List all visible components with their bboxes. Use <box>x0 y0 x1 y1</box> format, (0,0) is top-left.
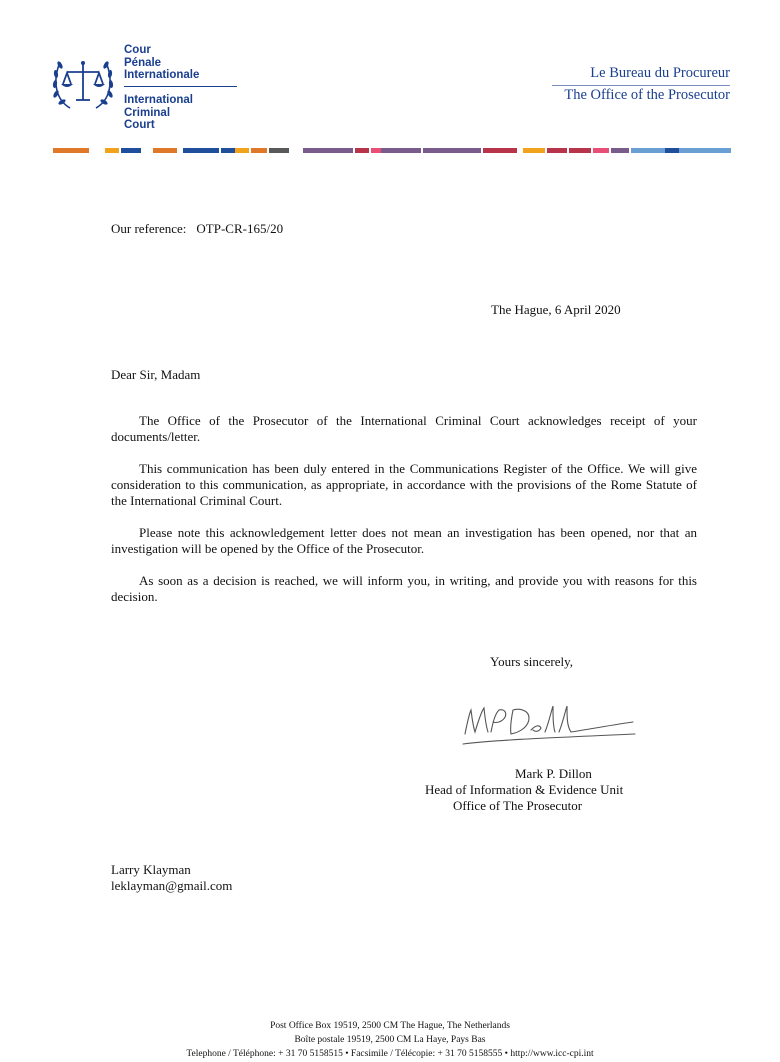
closing: Yours sincerely, <box>490 654 574 669</box>
color-band-segment <box>631 148 665 153</box>
color-band-segment <box>221 148 235 153</box>
handwritten-signature <box>455 696 645 752</box>
footer-address-french: Boîte postale 19519, 2500 CM La Haye, Pays Bas <box>294 1035 486 1045</box>
signatory-office: Office of The Prosecutor <box>453 798 583 813</box>
office-title-french: Le Bureau du Procureur <box>590 65 730 81</box>
letter-date: The Hague, 6 April 2020 <box>491 302 621 317</box>
footer-address-english: Post Office Box 19519, 2500 CM The Hague, The Netherlands <box>270 1021 510 1031</box>
color-band-segment <box>153 148 177 153</box>
header-color-band <box>53 148 731 153</box>
court-name-french <box>124 44 199 82</box>
color-band-segment <box>665 148 679 153</box>
reference-label: Our reference: <box>111 221 187 236</box>
court-name-english <box>124 94 193 132</box>
body-paragraph-3: Please note this acknowledgement letter does not mean an investigation has been opened, nor that an investigation will be opened by the Office of the Prosecutor. <box>111 525 697 556</box>
scales-of-justice-laurel-icon <box>50 52 116 112</box>
color-band-segment <box>53 148 89 153</box>
color-band-segment <box>423 148 481 153</box>
salutation: Dear Sir, Madam <box>111 367 201 382</box>
color-band-segment <box>593 148 609 153</box>
color-band-segment <box>569 148 591 153</box>
reference-line <box>111 221 283 237</box>
footer-contact-line: Telephone / Téléphone: + 31 70 5158515 • Facsimile / Télécopie: + 31 70 5158555 • http://www.icc-cpi.int <box>186 1049 594 1059</box>
color-band-segment <box>611 148 629 153</box>
color-band-segment <box>679 148 731 153</box>
office-title-english: The Office of the Prosecutor <box>564 87 730 103</box>
signatory-title: Head of Information & Evidence Unit <box>425 782 624 797</box>
color-band-segment <box>303 148 353 153</box>
color-band-segment <box>269 148 289 153</box>
court-name-fr-line-3: Internationale <box>124 69 200 81</box>
color-band-segment <box>121 148 141 153</box>
color-band-segment <box>483 148 517 153</box>
recipient-email: leklayman@gmail.com <box>111 878 233 893</box>
reference-value: OTP-CR-165/20 <box>196 221 284 236</box>
color-band-segment <box>547 148 567 153</box>
body-paragraph-4: As soon as a decision is reached, we will inform you, in writing, and provide you with reasons for this decision. <box>111 573 697 604</box>
court-name-en-line-3: Court <box>124 119 155 131</box>
color-band-segment <box>105 148 119 153</box>
court-name-fr-line-2: Pénale <box>124 56 162 69</box>
color-band-segment <box>251 148 267 153</box>
body-paragraph-2: This communication has been duly entered in the Communications Register of the Office. We will give consideration to this communication, as appropriate, in accordance with the provisions of the Rome Statute of the International Criminal Court. <box>111 461 697 508</box>
signatory-name: Mark P. Dillon <box>515 766 592 781</box>
color-band-segment <box>235 148 249 153</box>
court-name-fr-line-1: Cour <box>124 44 151 56</box>
body-paragraph-1: The Office of the Prosecutor of the International Criminal Court acknowledges receipt of your documents/letter. <box>111 413 697 444</box>
office-title-divider <box>552 85 730 86</box>
court-name-en-line-1: International <box>124 94 194 106</box>
logo-divider <box>124 86 237 87</box>
color-band-segment <box>381 148 421 153</box>
color-band-segment <box>355 148 369 153</box>
recipient-name: Larry Klayman <box>111 862 191 877</box>
color-band-segment <box>183 148 219 153</box>
court-name-en-line-2: Criminal <box>124 106 171 119</box>
color-band-segment <box>523 148 545 153</box>
color-band-segment <box>371 148 381 153</box>
